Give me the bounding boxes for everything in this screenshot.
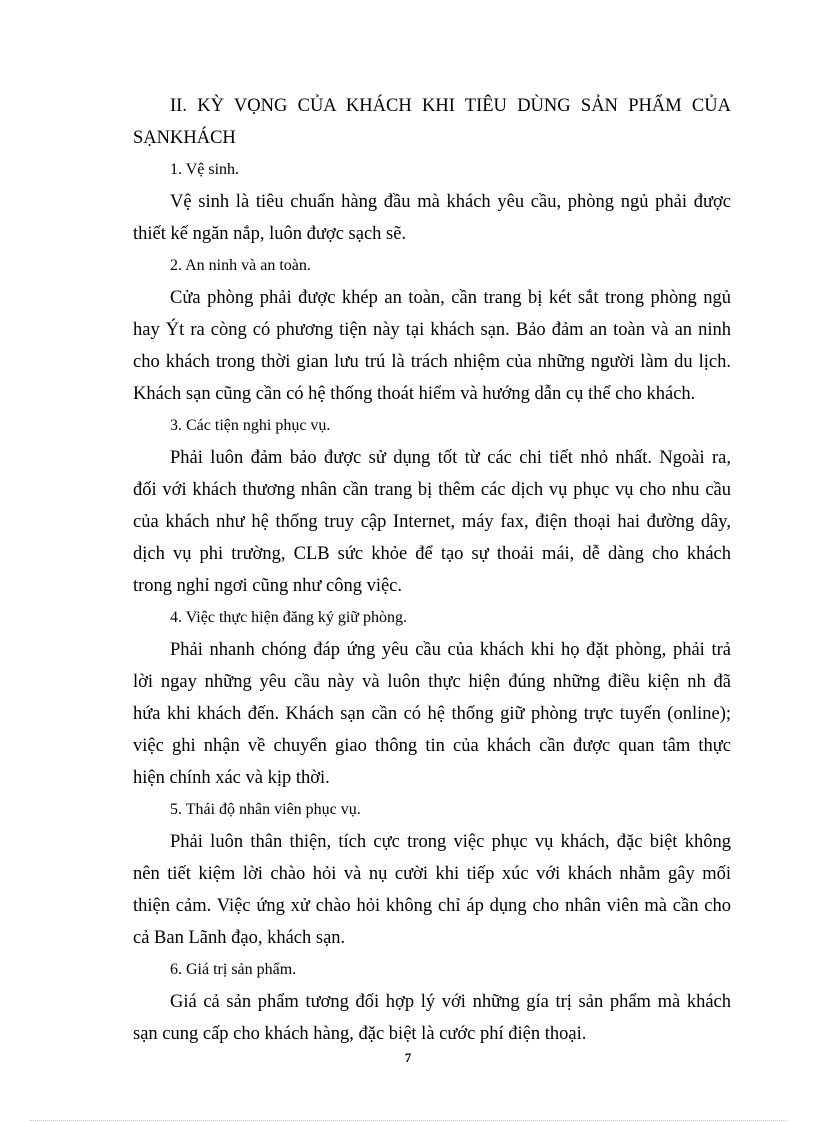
paragraph-line: thiện cảm. Việc ứng xử chào hỏi không chỉ áp dụng cho nhân viên mà cần cho bbox=[133, 896, 731, 916]
subsection-heading-staff-attitude: 5. Thái độ nhân viên phục vụ. bbox=[170, 801, 361, 818]
page-bottom-divider bbox=[30, 1120, 786, 1121]
paragraph-line: trong nghỉ ngơi cũng như công việc. bbox=[133, 576, 402, 596]
paragraph-line: Phải luôn thân thiện, tích cực trong việc phục vụ khách, đặc biệt không bbox=[170, 832, 731, 852]
paragraph-line: đối với khách thương nhân cần trang bị thêm các dịch vụ phục vụ cho nhu cầu bbox=[133, 480, 731, 500]
paragraph-line: Phải nhanh chóng đáp ứng yêu cầu của khách khi họ đặt phòng, phải trả bbox=[170, 640, 731, 660]
paragraph-line: nên tiết kiệm lời chào hỏi và nụ cười khi tiếp xúc với khách nhằm gây mối bbox=[133, 864, 731, 884]
subsection-heading-hygiene: 1. Vệ sinh. bbox=[170, 161, 240, 178]
paragraph-line: cho khách trong thời gian lưu trú là trách nhiệm của những người làm du lịch. bbox=[133, 352, 731, 372]
paragraph-line: dịch vụ phi trường, CLB sức khỏe để tạo sự thoải mái, dễ dàng cho khách bbox=[133, 544, 731, 564]
section-title-line-1: II. KỲ VỌNG CỦA KHÁCH KHI TIÊU DÙNG SẢN PHẨM CỦA KHÁCH bbox=[170, 96, 731, 148]
section-title-line-2: SẠN. bbox=[133, 128, 175, 148]
paragraph-line: hứa khi khách đến. Khách sạn cần có hệ thống giữ phòng trực tuyến (online); bbox=[133, 704, 731, 724]
page-number: 7 bbox=[404, 1050, 412, 1065]
paragraph-line: thiết kế ngăn nắp, luôn được sạch sẽ. bbox=[133, 224, 407, 244]
paragraph-line: lời ngay những yêu cầu này và luôn thực hiện đúng những điều kiện nh đã bbox=[133, 672, 731, 692]
paragraph-line: Giá cả sản phẩm tương đối hợp lý với những gía trị sản phẩm mà khách bbox=[170, 992, 731, 1012]
subsection-heading-product-value: 6. Giá trị sản phẩm. bbox=[170, 961, 297, 978]
paragraph-line: sạn cung cấp cho khách hàng, đặc biệt là cước phí điện thoại. bbox=[133, 1024, 587, 1044]
paragraph-line: Phải luôn đảm bảo được sử dụng tốt từ các chi tiết nhỏ nhất. Ngoài ra, bbox=[170, 448, 731, 468]
paragraph-line: của khách như hệ thống truy cập Internet, máy fax, điện thoại hai đường dây, bbox=[133, 512, 731, 532]
subsection-heading-security: 2. An ninh và an toàn. bbox=[170, 257, 311, 274]
subsection-heading-reservations: 4. Việc thực hiện đăng ký giữ phòng. bbox=[170, 609, 407, 626]
subsection-heading-amenities: 3. Các tiện nghi phục vụ. bbox=[170, 417, 331, 434]
paragraph-line: Vệ sinh là tiêu chuẩn hàng đầu mà khách yêu cầu, phòng ngủ phải được bbox=[170, 192, 731, 212]
document-body bbox=[133, 90, 731, 1050]
paragraph-line: việc ghi nhận về chuyển giao thông tin của khách cần được quan tâm thực bbox=[133, 736, 731, 756]
paragraph-line: Khách sạn cũng cần có hệ thống thoát hiểm và hướng dẫn cụ thể cho khách. bbox=[133, 384, 696, 404]
paragraph-line: hay Ýt ra còng có phương tiện này tại khách sạn. Bảo đảm an toàn và an ninh bbox=[133, 320, 731, 340]
paragraph-line: hiện chính xác và kịp thời. bbox=[133, 768, 330, 788]
paragraph-line: Cửa phòng phải được khép an toàn, cần trang bị két sắt trong phòng ngủ bbox=[170, 288, 731, 308]
paragraph-line: cả Ban Lãnh đạo, khách sạn. bbox=[133, 928, 346, 948]
